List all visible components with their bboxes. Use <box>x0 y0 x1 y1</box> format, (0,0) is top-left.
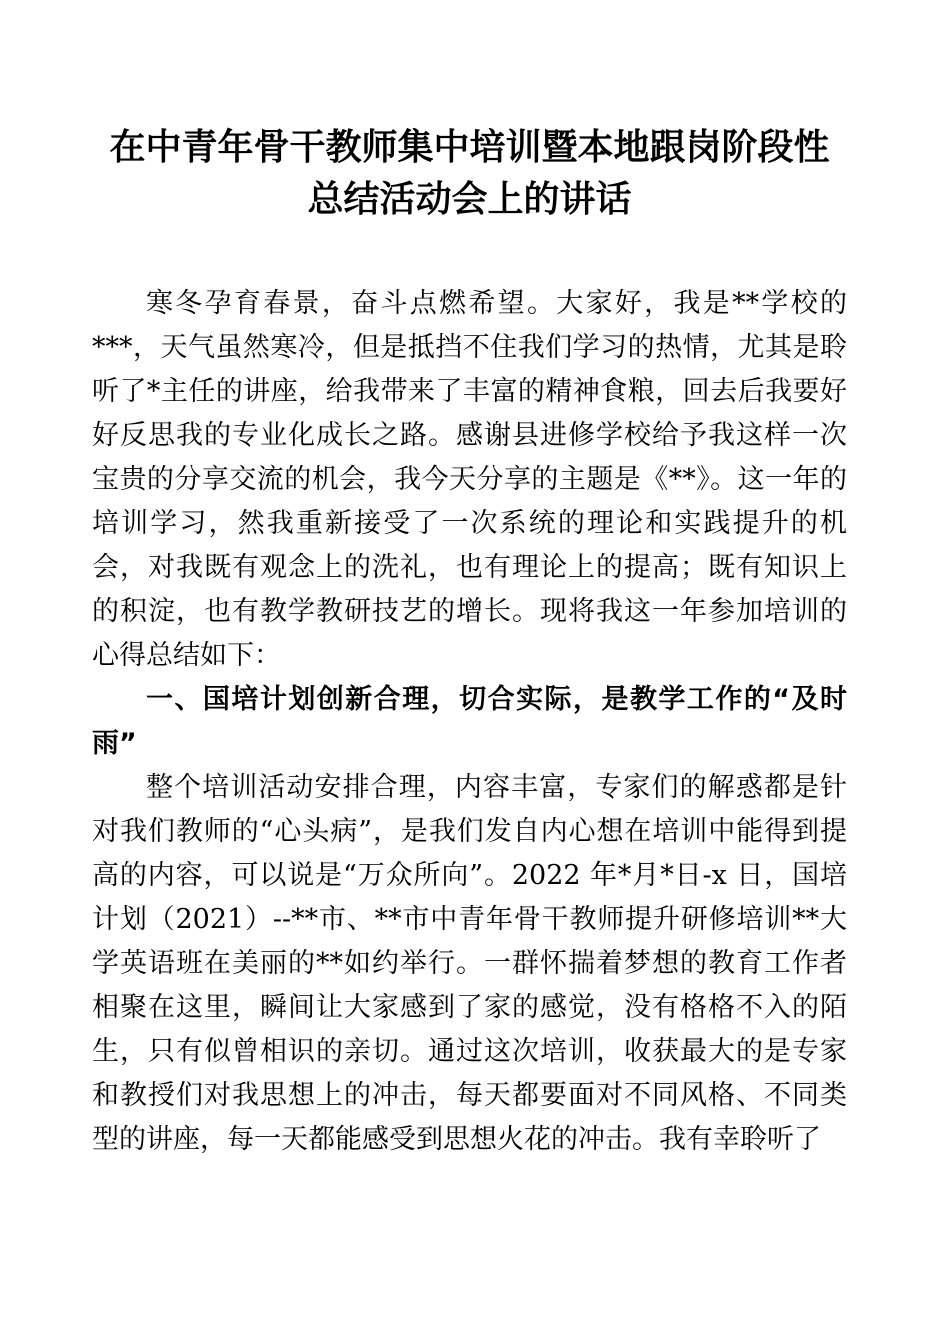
document-title <box>92 122 847 226</box>
paragraph-section-1-body: 整个培训活动安排合理，内容丰富，专家们的解惑都是针对我们教师的“心头病”，是我们发自内心想在培训中能得到提高的内容，可以说是“万众所向”。2022 年*月*日-x 日，国培计划（2021）--**市、**市中青年骨干教师提升研修培训**大学英语班在美丽的**如约举行。一群怀揣着梦想的教育工作者相聚在这里，瞬间让大家感到了家的感觉，没有格格不入的陌生，只有似曾相识的亲切。通过这次培训，收获最大的是专家和教授们对我思想上的冲击，每天都要面对不同风格、不同类型的讲座，每一天都能感受到思想火花的冲击。我有幸聆听了 <box>92 772 847 1155</box>
document-title-line-1: 在中青年骨干教师集中培训暨本地跟岗阶段性 <box>109 127 830 168</box>
section-heading-1: 一、国培计划创新合理，切合实际，是教学工作的“及时雨” <box>92 684 847 759</box>
paragraph-opening: 寒冬孕育春景，奋斗点燃希望。大家好，我是**学校的***，天气虽然寒冷，但是抵挡不住我们学习的热情，尤其是聆听了*主任的讲座，给我带来了丰富的精神食粮，回去后我要好好反思我的专业化成长之路。感谢县进修学校给予我这样一次宝贵的分享交流的机会，我今天分享的主题是《**》。这一年的培训学习，然我重新接受了一次系统的理论和实践提升的机会，对我既有观念上的洗礼，也有理论上的提高；既有知识上的积淀，也有教学教研技艺的增长。现将我这一年参加培训的心得总结如下： <box>92 288 847 671</box>
document-title-line-2: 总结活动会上的讲话 <box>307 179 632 220</box>
